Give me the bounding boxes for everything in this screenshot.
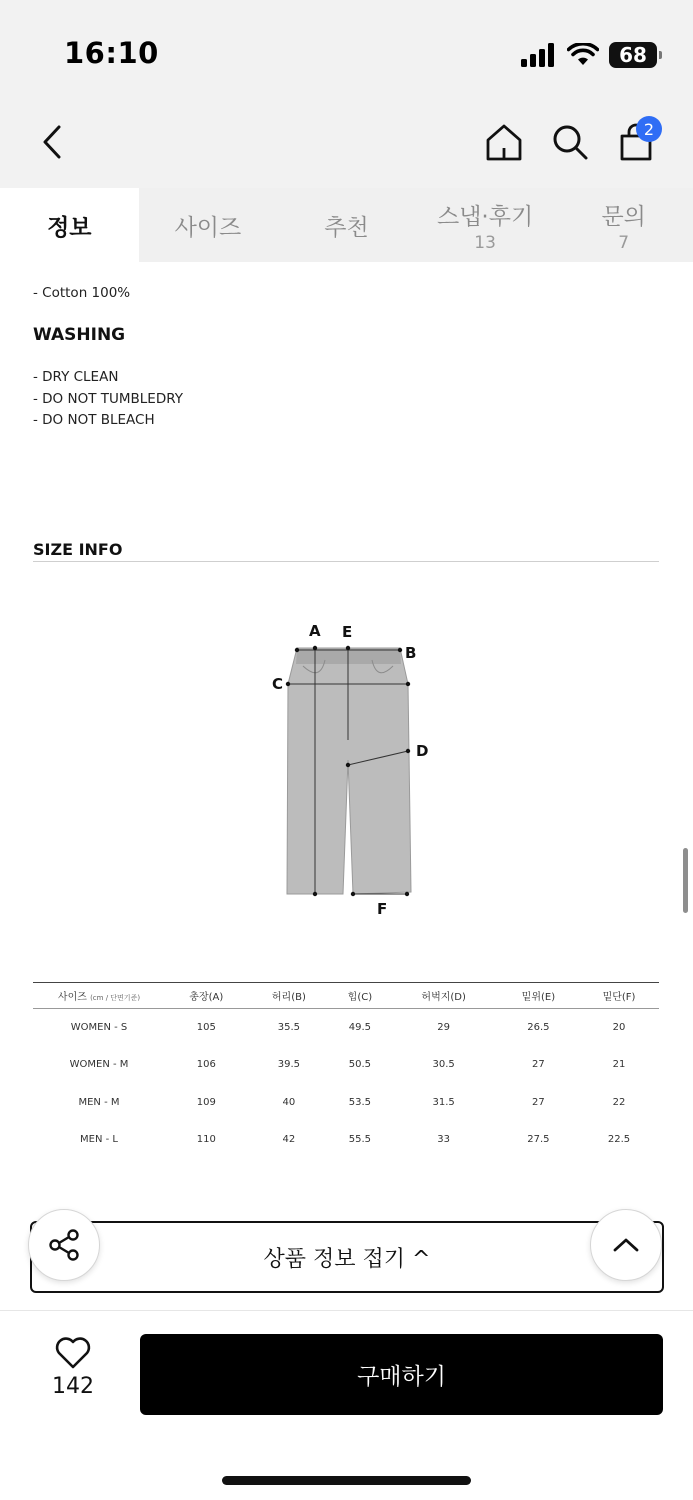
size-table-header-row <box>33 983 659 1009</box>
size-table-row <box>33 1084 659 1122</box>
size-table-row <box>33 1009 659 1047</box>
size-cell: 53.5 <box>348 1096 372 1108</box>
size-cell: 109 <box>196 1096 216 1108</box>
size-cell: MEN - M <box>78 1096 120 1108</box>
size-table-header: 밑단(F) <box>579 983 659 1009</box>
search-icon <box>550 122 590 162</box>
size-cell: 40 <box>282 1096 296 1108</box>
tab-snap-reviews[interactable] <box>416 188 555 262</box>
status-bar <box>0 0 693 100</box>
washing-item: - DO NOT TUMBLEDRY <box>33 390 183 407</box>
wifi-icon <box>567 43 599 67</box>
heart-icon <box>54 1336 92 1370</box>
washing-item: - DRY CLEAN <box>33 369 119 385</box>
status-time: 16:10 <box>64 36 159 70</box>
diagram-label-c: C <box>272 675 284 693</box>
nav-bar <box>0 100 693 188</box>
size-info-heading: SIZE INFO <box>33 540 659 562</box>
tab-label: 사이즈 <box>174 214 242 241</box>
size-table-header-label: 사이즈 <box>57 992 87 1003</box>
battery-indicator <box>609 42 657 68</box>
size-cell: 35.5 <box>277 1022 300 1033</box>
size-cell: 22.5 <box>607 1134 631 1146</box>
size-table-header-note: (cm / 단면기준) <box>90 994 141 1002</box>
washing-list <box>33 367 183 432</box>
size-cell: 105 <box>196 1022 216 1033</box>
status-icons <box>521 40 657 70</box>
cellular-signal-icon <box>521 43 557 67</box>
size-table-header: 허벅지(D) <box>390 983 498 1009</box>
chevron-left-icon <box>39 124 65 160</box>
size-cell: MEN - L <box>80 1134 118 1146</box>
size-table-header: 밑위(E) <box>498 983 579 1009</box>
like-button[interactable] <box>40 1336 106 1416</box>
size-cell: WOMEN - M <box>69 1059 129 1071</box>
tab-size[interactable] <box>139 188 278 262</box>
size-cell: 27 <box>532 1096 545 1108</box>
tab-label: 정보 <box>47 214 92 241</box>
size-cell: 106 <box>196 1059 216 1071</box>
tab-inquiry[interactable] <box>554 188 693 262</box>
scroll-to-top-button[interactable] <box>590 1209 662 1281</box>
back-button[interactable] <box>28 118 76 166</box>
bottom-bar-divider <box>0 1310 693 1311</box>
collapse-label: 상품 정보 접기 ^ <box>263 1246 431 1272</box>
buy-button[interactable] <box>140 1334 663 1415</box>
tab-count: 7 <box>618 232 630 253</box>
size-cell: 50.5 <box>348 1059 372 1071</box>
size-cell: 26.5 <box>527 1022 550 1033</box>
size-diagram <box>265 620 435 920</box>
size-cell: 20 <box>612 1022 626 1033</box>
tab-count: 13 <box>474 232 496 253</box>
size-cell: 110 <box>196 1134 216 1146</box>
size-table-header: 총장(A) <box>165 983 248 1009</box>
diagram-label-e: E <box>342 623 353 641</box>
diagram-label-d: D <box>416 742 429 760</box>
washing-item: - DO NOT BLEACH <box>33 412 155 428</box>
tab-label: 스냅·후기 <box>436 203 534 230</box>
size-cell: 39.5 <box>277 1059 300 1071</box>
size-cell: 29 <box>437 1022 451 1033</box>
size-table-header <box>33 983 165 1009</box>
cart-count-badge: 2 <box>636 116 662 142</box>
diagram-label-f: F <box>377 900 388 918</box>
tab-label: 추천 <box>324 214 369 241</box>
cart-button[interactable] <box>612 118 660 166</box>
diagram-label-b: B <box>405 644 417 662</box>
tab-recommend[interactable] <box>277 188 416 262</box>
like-count: 142 <box>52 1374 94 1399</box>
size-table-header: 힙(C) <box>330 983 389 1009</box>
size-cell: 30.5 <box>432 1059 455 1071</box>
product-tabs <box>0 188 693 262</box>
size-cell: 42 <box>282 1134 296 1146</box>
home-icon <box>484 122 524 162</box>
diagram-label-a: A <box>309 622 321 640</box>
size-table-header: 허리(B) <box>248 983 331 1009</box>
jeans-illustration <box>265 620 435 920</box>
tab-info[interactable] <box>0 188 139 262</box>
size-cell: 27 <box>532 1059 545 1071</box>
size-cell: 27.5 <box>527 1134 550 1146</box>
battery-level: 68 <box>619 43 647 67</box>
chevron-up-icon <box>611 1235 641 1255</box>
size-table <box>33 982 659 1159</box>
share-button[interactable] <box>28 1209 100 1281</box>
size-cell: 22 <box>612 1096 626 1108</box>
size-cell: 49.5 <box>348 1022 372 1033</box>
search-button[interactable] <box>546 118 594 166</box>
material-text: - Cotton 100% <box>33 285 131 301</box>
collapse-product-info-button[interactable] <box>30 1221 664 1293</box>
scrollbar-thumb[interactable] <box>683 848 688 913</box>
size-cell: 21 <box>612 1059 626 1071</box>
size-table-row <box>33 1046 659 1084</box>
share-icon <box>46 1227 82 1263</box>
size-cell: 55.5 <box>348 1134 372 1146</box>
size-cell: WOMEN - S <box>70 1022 128 1033</box>
washing-heading: WASHING <box>33 325 126 345</box>
size-cell: 31.5 <box>432 1096 455 1108</box>
size-cell: 33 <box>437 1134 451 1146</box>
home-indicator[interactable] <box>222 1476 471 1485</box>
size-table-row <box>33 1121 659 1159</box>
home-button[interactable] <box>480 118 528 166</box>
buy-label: 구매하기 <box>357 1364 446 1390</box>
tab-label: 문의 <box>601 203 646 230</box>
